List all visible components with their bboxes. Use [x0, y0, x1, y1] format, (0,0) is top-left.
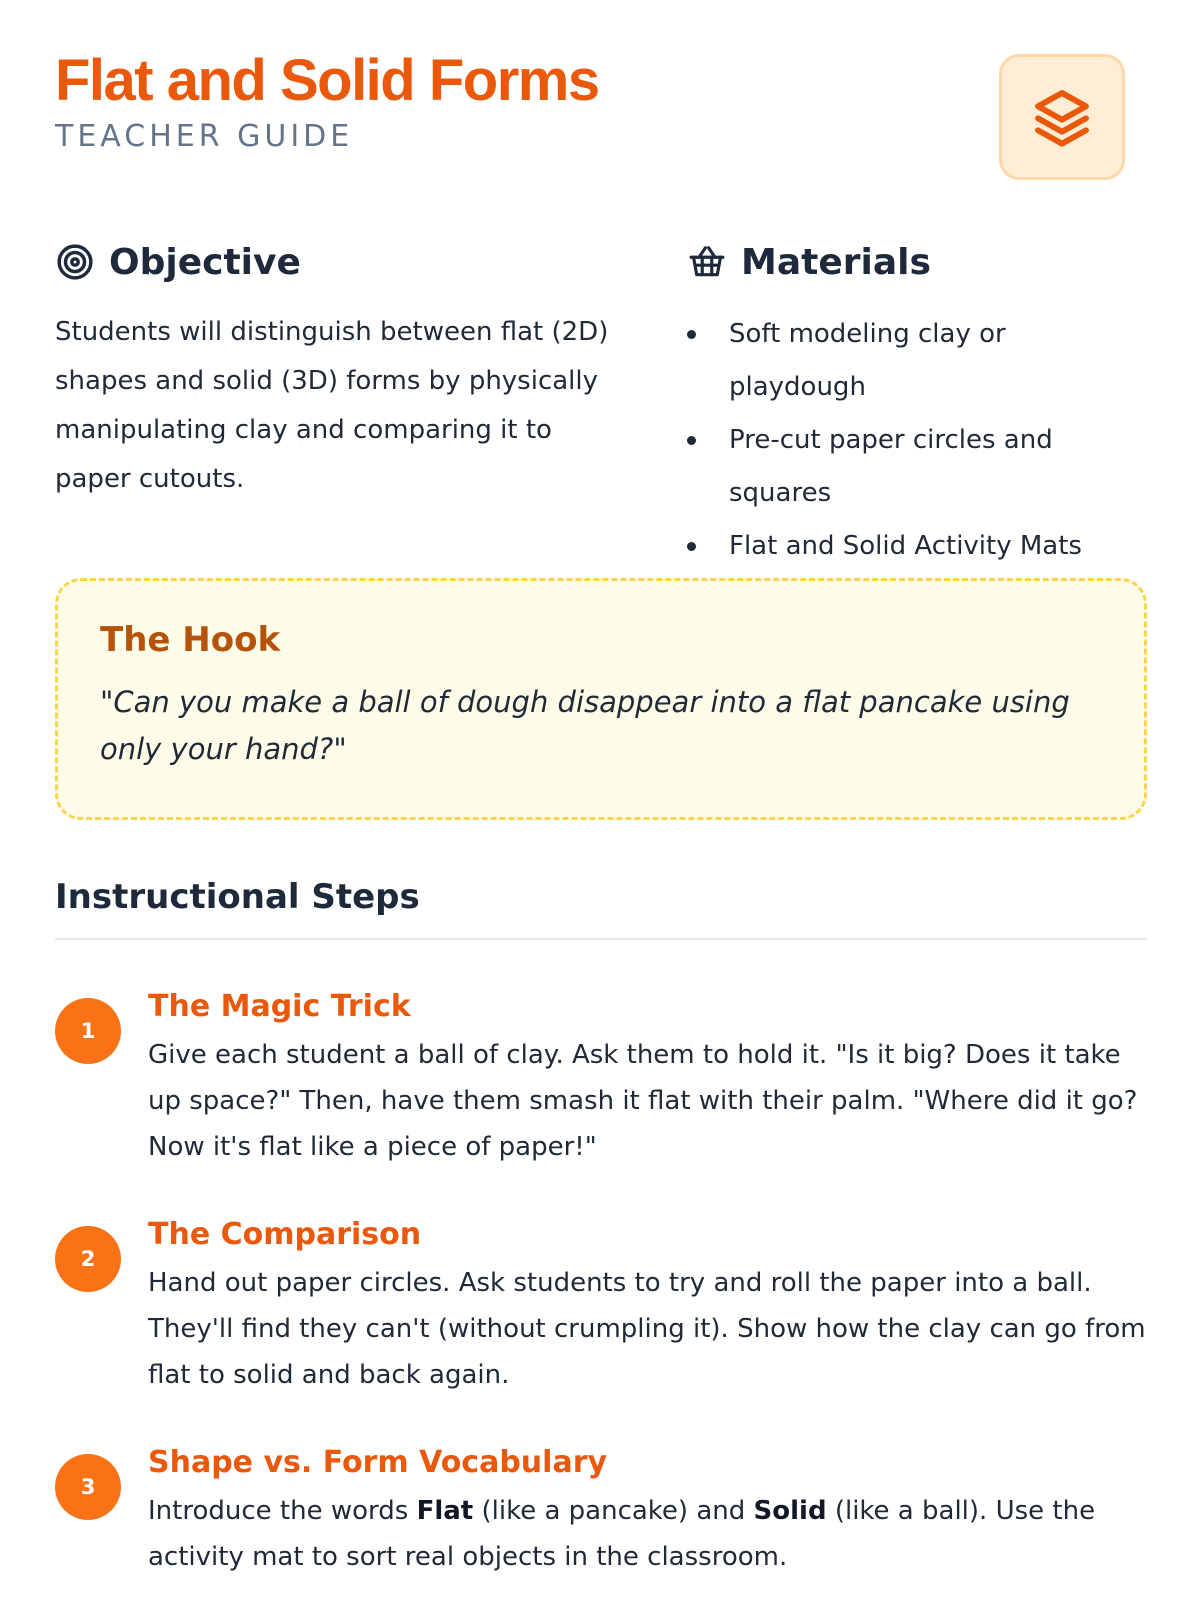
list-item: Pre-cut paper circles and squares	[687, 414, 1125, 520]
steps-heading-row	[55, 877, 1147, 940]
step-item	[55, 1217, 1147, 1398]
step-number-badge: 3	[55, 1454, 121, 1520]
step-body	[148, 989, 1147, 1170]
page-title: Flat and Solid Forms	[55, 48, 599, 113]
vocab-term-flat: Flat	[416, 1496, 474, 1526]
hook-title: The Hook	[100, 620, 281, 660]
step-body	[148, 1217, 1147, 1398]
step-item	[55, 989, 1147, 1170]
basket-icon	[687, 242, 727, 282]
objective-section	[55, 238, 630, 626]
step-body	[148, 1445, 1147, 1580]
logo-badge	[999, 54, 1125, 180]
overview-columns	[55, 238, 1125, 626]
step-title: Shape vs. Form Vocabulary	[148, 1445, 608, 1480]
objective-text: Students will distinguish between flat (2D) shapes and solid (3D) forms by physically manipulating clay and comparing it to paper cutouts.	[55, 317, 609, 494]
step-title: The Comparison	[148, 1217, 422, 1252]
step-text: Hand out paper circles. Ask students to try and roll the paper into a ball. They'll find they can't (without crumpling it). Show how the clay can go from flat to solid and back again.	[148, 1268, 1146, 1390]
target-icon	[55, 242, 95, 282]
step-text	[148, 1488, 1147, 1580]
hook-callout	[55, 578, 1147, 820]
step-number-badge: 1	[55, 998, 121, 1064]
objective-heading: Objective	[109, 241, 301, 283]
step-text-part: (like a pancake) and	[473, 1496, 754, 1526]
step-number-badge: 2	[55, 1226, 121, 1292]
layers-icon	[1030, 85, 1094, 149]
page-subtitle: TEACHER GUIDE	[55, 119, 354, 154]
vocab-term-solid: Solid	[753, 1496, 827, 1526]
step-text-part: (like a ball). Use the activity mat to sort real objects in the classroom.	[148, 1496, 1096, 1572]
page-header	[55, 48, 1125, 182]
list-item: Soft modeling clay or playdough	[687, 308, 1125, 414]
materials-heading-row	[687, 238, 1125, 286]
materials-section	[630, 238, 1125, 626]
list-item: Flat and Solid Activity Mats	[687, 520, 1125, 573]
hook-quote: "Can you make a ball of dough disappear into a flat pancake using only your hand?"	[100, 685, 1070, 766]
steps-heading: Instructional Steps	[55, 877, 420, 917]
step-title: The Magic Trick	[148, 989, 411, 1024]
step-item	[55, 1445, 1147, 1580]
step-text: Give each student a ball of clay. Ask them to hold it. "Is it big? Does it take up space?" Then, have them smash it flat with their palm. "Where did it go? Now it's flat like a piece of paper!"	[148, 1040, 1138, 1162]
objective-heading-row	[55, 238, 630, 286]
materials-heading: Materials	[741, 241, 931, 283]
step-text-part: Introduce the words	[148, 1496, 417, 1526]
